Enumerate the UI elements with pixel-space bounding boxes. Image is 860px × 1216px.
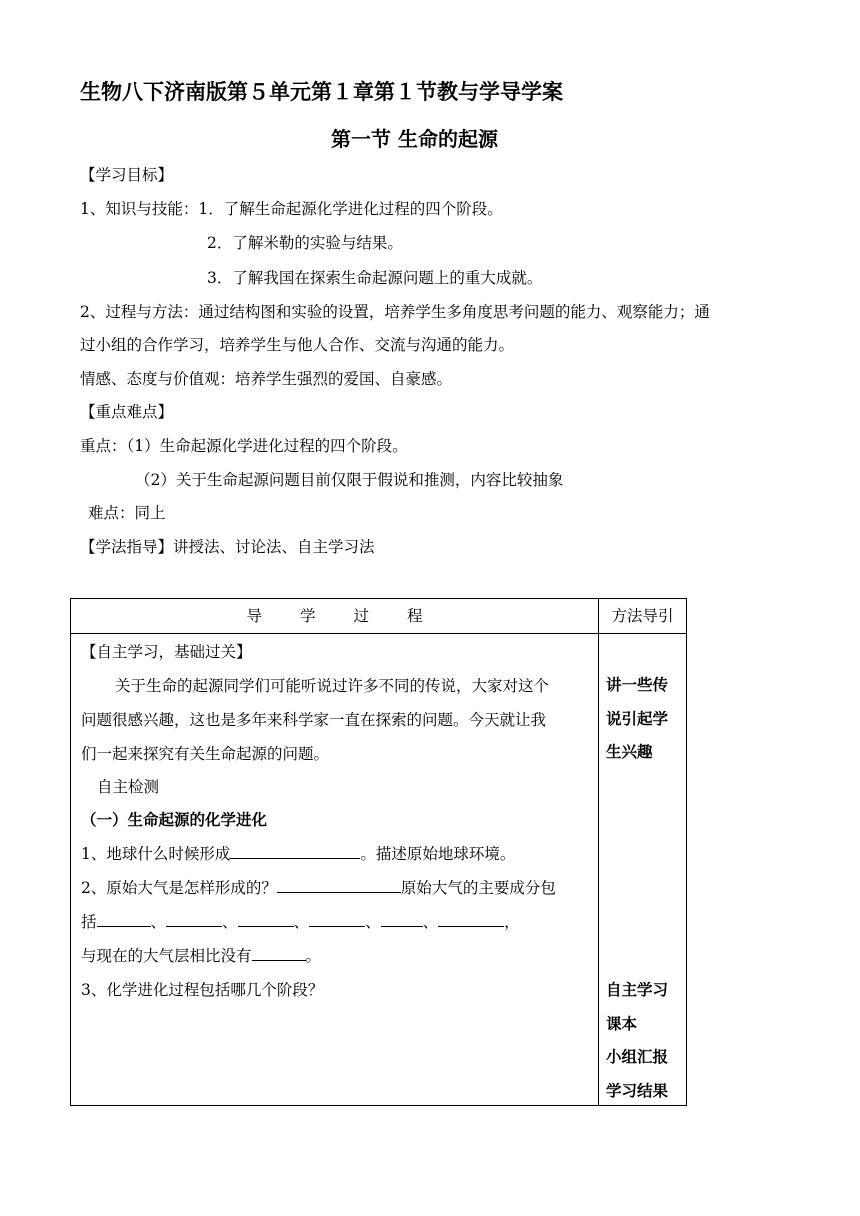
objective-emotion: 情感、态度与价值观：培养学生强烈的爱国、自豪感。 bbox=[80, 370, 453, 388]
answer-blank[interactable] bbox=[166, 912, 222, 927]
question-2-line-2: 括 、 、 、 、 、 ， bbox=[81, 913, 520, 931]
self-study-heading: 【自主学习，基础过关】 bbox=[81, 643, 252, 661]
objective-knowledge: 1、知识与技能：1．了解生命起源化学进化过程的四个阶段。 bbox=[80, 200, 503, 218]
question-3: 3、化学进化过程包括哪几个阶段？ bbox=[81, 981, 324, 999]
answer-blank[interactable] bbox=[230, 844, 360, 859]
table-header-method: 方法导引 bbox=[599, 599, 687, 634]
question-1: 1、地球什么时候形成 。描述原始地球环境。 bbox=[81, 845, 516, 863]
intro-line-1: 关于生命的起源同学们可能听说过许多不同的传说，大家对这个 bbox=[115, 677, 550, 695]
key-points-heading: 【重点难点】 bbox=[80, 403, 174, 421]
table-header-process: 导学过程 bbox=[71, 599, 599, 634]
method-guide-2-line-1: 自主学习 bbox=[606, 980, 669, 999]
intro-line-2: 问题很感兴趣，这也是多年来科学家一直在探索的问题。今天就让我 bbox=[81, 711, 547, 729]
answer-blank[interactable] bbox=[238, 912, 294, 927]
method-guide-2-line-4: 学习结果 bbox=[606, 1081, 669, 1100]
objective-process-line-2: 过小组的合作学习，培养学生与他人合作、交流与沟通的能力。 bbox=[80, 336, 515, 354]
objective-knowledge-item-2: 2．了解米勒的实验与结果。 bbox=[207, 234, 403, 252]
answer-blank[interactable] bbox=[252, 946, 306, 961]
intro-line-3: 们一起来探究有关生命起源的问题。 bbox=[81, 745, 330, 763]
process-cell bbox=[71, 634, 599, 1106]
guided-learning-table bbox=[70, 598, 687, 1106]
objective-knowledge-item-3: 3．了解我国在探索生命起源问题上的重大成就。 bbox=[207, 269, 543, 287]
method-guidance: 【学法指导】讲授法、讨论法、自主学习法 bbox=[80, 538, 375, 556]
question-2-line-1: 2、原始大气是怎样形成的？ 原始大气的主要成分包 bbox=[81, 879, 556, 897]
objectives-heading: 【学习目标】 bbox=[80, 166, 174, 184]
method-guide-2-line-3: 小组汇报 bbox=[606, 1047, 669, 1066]
document-title: 生物八下济南版第５单元第１章第１节教与学导学案 bbox=[80, 79, 563, 104]
difficulty: 难点：同上 bbox=[88, 504, 166, 522]
section-title: 第一节 生命的起源 bbox=[331, 127, 498, 151]
method-guide-1-line-2: 说引起学 bbox=[606, 709, 669, 728]
answer-blank[interactable] bbox=[309, 912, 365, 927]
objective-process-line-1: 2、过程与方法：通过结构图和实验的设置，培养学生多角度思考问题的能力、观察能力；通 bbox=[80, 303, 710, 321]
answer-blank[interactable] bbox=[381, 912, 423, 927]
answer-blank[interactable] bbox=[97, 912, 151, 927]
key-point-2: （2）关于生命起源问题目前仅限于假说和推测，内容比较抽象 bbox=[135, 471, 564, 489]
self-check-label: 自主检测 bbox=[97, 778, 160, 796]
method-guide-1-line-1: 讲一些传 bbox=[606, 675, 669, 694]
answer-blank[interactable] bbox=[277, 878, 401, 893]
part1-title: （一）生命起源的化学进化 bbox=[81, 810, 268, 829]
answer-blank[interactable] bbox=[438, 912, 504, 927]
method-guide-1-line-3: 生兴趣 bbox=[606, 742, 653, 761]
question-2-line-3: 与现在的大气层相比没有 。 bbox=[81, 947, 322, 965]
method-guide-2-line-2: 课本 bbox=[606, 1014, 638, 1033]
method-cell bbox=[599, 634, 687, 1106]
key-point-1: 重点：（1）生命起源化学进化过程的四个阶段。 bbox=[80, 437, 408, 455]
